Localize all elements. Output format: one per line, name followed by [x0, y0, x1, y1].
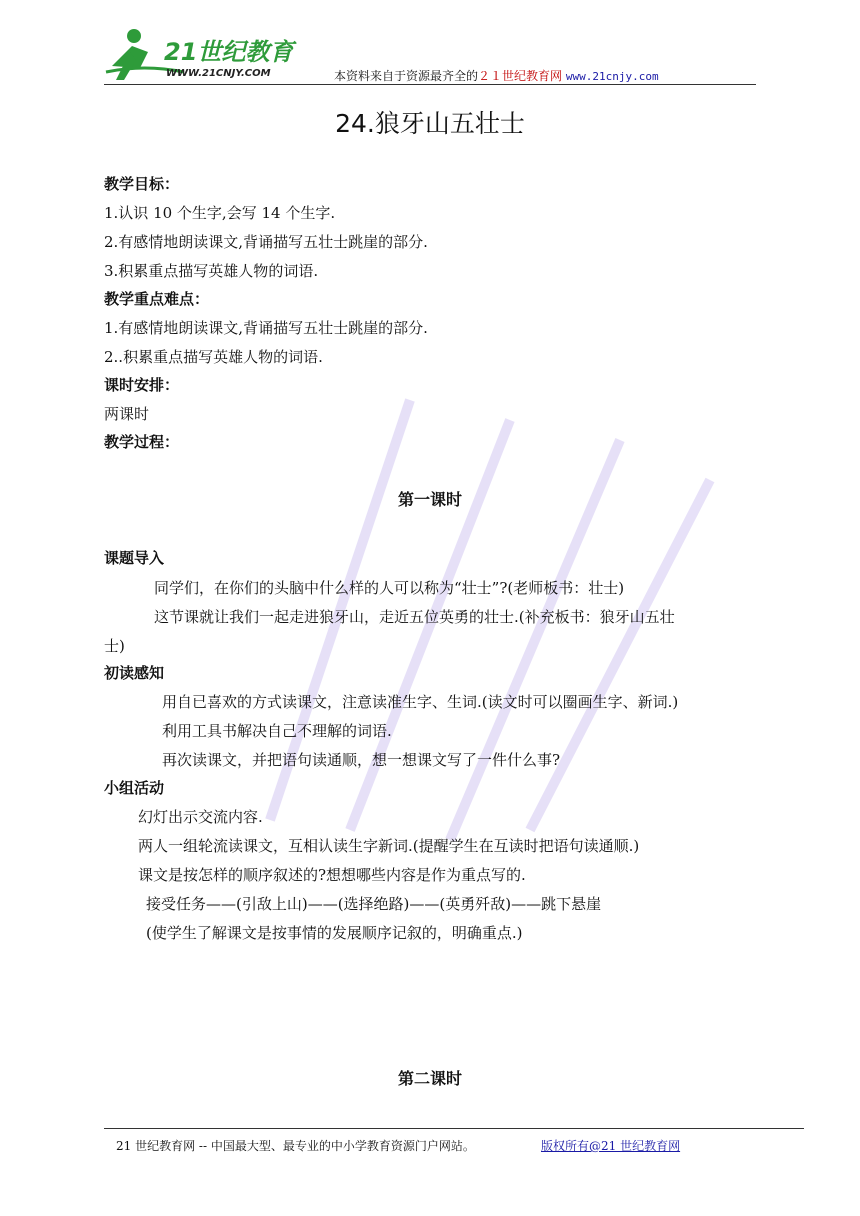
group-activity-line: 接受任务——(引敌上山)——(选择绝路)——(英勇歼敌)——跳下悬崖	[146, 895, 602, 913]
key-points-heading: 教学重点难点：	[104, 290, 210, 308]
key-point-item: 1.有感情地朗读课文,背诵描写五壮士跳崖的部分.	[104, 319, 428, 337]
header-divider	[104, 84, 756, 85]
group-activity-line: 两人一组轮流读课文，互相认读生字新词.(提醒学生在互读时把语句读通顺.)	[138, 837, 640, 855]
goals-heading: 教学目标：	[104, 175, 180, 193]
header-note-prefix: 本资料来自于资源最齐全的	[334, 69, 479, 83]
first-reading-line: 利用工具书解决自己不理解的词语.	[162, 722, 392, 740]
first-reading-line: 用自已喜欢的方式读课文，注意读准生字、生词.(读文时可以圈画生字、新词.)	[162, 693, 679, 711]
footer-text: 21 世纪教育网 -- 中国最大型、最专业的中小学教育资源门户网站。	[116, 1139, 475, 1153]
schedule-heading: 课时安排：	[104, 376, 180, 394]
group-activity-heading: 小组活动	[104, 779, 165, 797]
intro-heading: 课题导入	[104, 549, 165, 567]
group-activity-line: (使学生了解课文是按事情的发展顺序记叙的，明确重点.)	[146, 924, 523, 942]
key-point-item: 2..积累重点描写英雄人物的词语.	[104, 348, 323, 366]
lesson2-heading: 第二课时	[397, 1069, 462, 1088]
first-reading-heading: 初读感知	[104, 664, 165, 682]
logo-url: WWW.21CNJY.COM	[166, 68, 271, 79]
goal-item: 3.积累重点描写英雄人物的词语.	[104, 262, 319, 280]
footer-divider	[104, 1128, 804, 1129]
goal-item: 1.认识 10 个生字,会写 14 个生字.	[104, 204, 336, 222]
header-site-url[interactable]: www.21cnjy.com	[565, 70, 659, 83]
process-heading: 教学过程：	[104, 433, 180, 451]
site-logo[interactable]	[104, 22, 314, 86]
schedule-text: 两课时	[104, 405, 150, 423]
logo-text: 21世纪教育	[164, 38, 294, 66]
group-activity-line: 幻灯出示交流内容.	[138, 808, 263, 826]
footer-copyright-link[interactable]: 版权所有@21 世纪教育网	[541, 1139, 681, 1153]
goal-item: 2.有感情地朗读课文,背诵描写五壮士跳崖的部分.	[104, 233, 428, 251]
intro-line: 士)	[104, 637, 125, 655]
intro-line: 同学们，在你们的头脑中什么样的人可以称为“壮士”?(老师板书：壮士)	[154, 579, 625, 597]
group-activity-line: 课文是按怎样的顺序叙述的?想想哪些内容是作为重点写的.	[138, 866, 526, 884]
intro-line: 这节课就让我们一起走进狼牙山，走近五位英勇的壮士.(补充板书：狼牙山五壮	[154, 608, 675, 626]
page-title: 24.狼牙山五壮士	[335, 109, 525, 138]
header-note	[334, 67, 659, 84]
lesson1-heading: 第一课时	[397, 490, 462, 509]
first-reading-line: 再次读课文，并把语句读通顺，想一想课文写了一件什么事?	[162, 751, 561, 769]
header-site-name[interactable]: ２１世纪教育网	[478, 69, 563, 83]
